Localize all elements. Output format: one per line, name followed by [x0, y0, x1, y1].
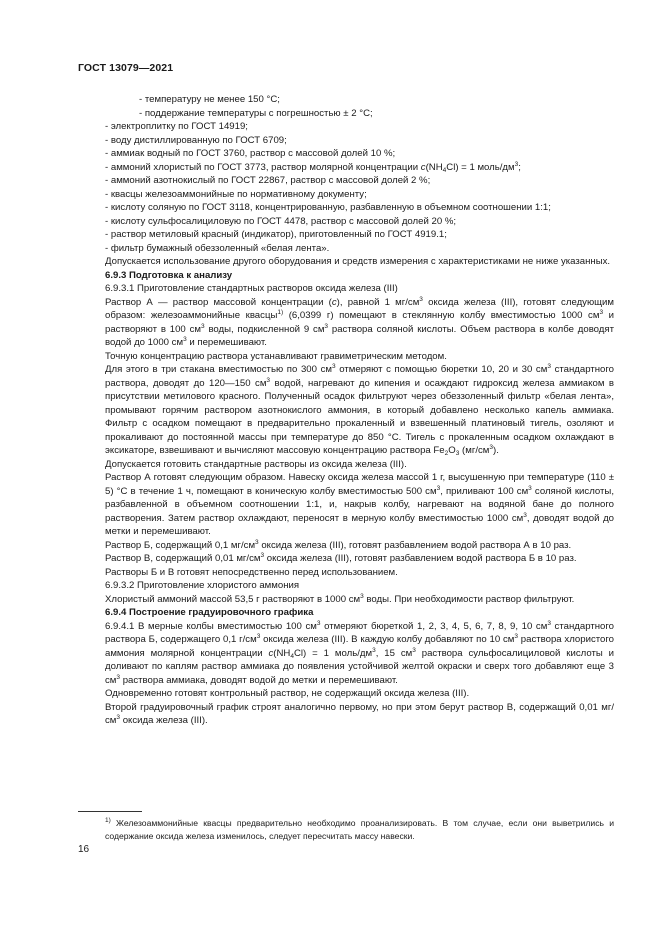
- paragraph: Одновременно готовят контрольный раствор, не содержащий оксида железа (III).: [105, 688, 470, 699]
- list-item: - кислоту сульфосалициловую по ГОСТ 4478, раствор с массовой долей 20 %;: [105, 215, 457, 227]
- list-item: - аммиак водный по ГОСТ 3760, раствор с массовой долей 10 %;: [105, 148, 396, 159]
- paragraph: Растворы Б и В готовят непосредственно перед использованием.: [105, 566, 398, 578]
- list-item: - аммоний азотнокислый по ГОСТ 22867, раствор с массовой долей 2 %;: [105, 175, 431, 186]
- list-item: - температуру не менее 150 °С;: [139, 94, 280, 105]
- list-item: - квасцы железоаммонийные по нормативному документу;: [105, 188, 367, 200]
- paragraph: 6.9.4.1 В мерные колбы вместимостью 100 $см^3$ отмеряют бюреткой 1, 2, 3, 4, 5, 6, 7, 8, 9, 10 $см^3$ стандартного раствора Б, содержащего 0,1 $г/см^3$ оксида железа (III). В каждую колбу добавляют по 10 $см^3$ раствора хлористого аммония молярной концентрации $с(NH_4Cl) = 1$ моль/$дм^3$, 15 $см^3$ раствора сульфосалициловой кислоты и доливают по каплям раствор аммиака до появления устойчивой желтой окраски и сверх того добавляют еще 3 $см^3$ раствора аммиака, доводят водой до метки и перемешивают.: [105, 619, 615, 686]
- document-body: [77, 93, 614, 728]
- list-item: - воду дистиллированную по ГОСТ 6709;: [105, 134, 287, 146]
- subsection-heading: 6.9.3.2 Приготовление хлористого аммония: [105, 580, 300, 591]
- footnote: [77, 817, 614, 842]
- subsection-heading: 6.9.3.1 Приготовление стандартных растворов оксида железа (III): [105, 283, 398, 294]
- document-header: ГОСТ 13079—2021: [78, 62, 174, 74]
- page-number: 16: [78, 844, 90, 855]
- paragraph: Для этого в три стакана вместимостью по 300 $см^3$ отмеряют с помощью бюретки 10, 20 и 30 $см^3$ стандартного раствора, доводят до 120—150 $см^3$ водой, нагревают до кипения и осаждают гидроксид железа аммиаком в присутствии метилового красного. Полученный осадок фильтруют через обеззоленный фильтр «белая лента», промывают горячим раствором азотнокислого аммония, в который добавлено несколько капель аммиака. Фильтр с осадком помещают в предварительно прокаленный и взвешенный платиновый тигель, озоляют и прокаливают до постоянной массы при температуре до 850 °С. Тигель с прокаленным осадком охлаждают в эксикаторе, взвешивают и вычисляют массовую концентрацию раствора $Fe_2O_3$ $(мг/см^3)$.: [105, 363, 615, 457]
- footnote-mark: 1): [105, 817, 111, 824]
- footnote-text: Железоаммонийные квасцы предварительно необходимо проанализировать. В том случае, если они выветрились и содержание оксида железа изменилось, следует пересчитать массу навески.: [105, 818, 614, 841]
- list-item: - электроплитку по ГОСТ 14919;: [105, 121, 248, 132]
- footnote-ref: 1): [277, 309, 284, 316]
- paragraph: Хлористый аммоний массой 53,5 г растворяют в 1000 $см^3$ воды. При необходимости раствор фильтруют.: [105, 592, 575, 605]
- list-item: - раствор метиловый красный (индикатор), приготовленный по ГОСТ 4919.1;: [105, 229, 447, 240]
- footnote-divider: [78, 811, 142, 812]
- paragraph: Точную концентрацию раствора устанавливают гравиметрическим методом.: [105, 350, 447, 362]
- section-heading: 6.9.4 Построение градуировочного графика: [105, 607, 314, 618]
- list-item: - аммоний хлористый по ГОСТ 3773, раствор молярной концентрации $с(NH_4Cl) = 1$ моль/$дм^3$;: [105, 160, 521, 174]
- list-item: - фильтр бумажный обеззоленный «белая лента».: [105, 242, 330, 254]
- paragraph: Раствор Б, содержащий 0,1 $мг/см^3$ оксида железа (III), готовят разбавлением водой раствора А в 10 раз.: [105, 538, 572, 551]
- paragraph: Допускается готовить стандартные растворы из оксида железа (III).: [105, 458, 407, 470]
- section-heading: 6.9.3 Подготовка к анализу: [105, 269, 233, 281]
- list-item: - поддержание температуры с погрешностью ± 2 °С;: [139, 107, 373, 119]
- list-item: - кислоту соляную по ГОСТ 3118, концентрированную, разбавленную в объемном соотношении 1:1;: [105, 202, 551, 213]
- paragraph: Раствор В, содержащий 0,01 $мг/см^3$ оксида железа (III), готовят разбавлением водой раствора Б в 10 раз.: [105, 552, 577, 564]
- paragraph: Раствор А — раствор массовой концентрации (с), равной 1 $мг/см^3$ оксида железа (III), готовят следующим образом: железоаммонийные квасцы$^{1)}$ (6,0399 г) помещают в стеклянную колбу вместимостью 1000 $см^3$ и растворяют в 100 $см^3$ воды, подкисленной 9 $см^3$ раствора соляной кислоты. Объем раствора в колбе доводят водой до 1000 $см^3$ и перемешивают.: [105, 295, 615, 348]
- paragraph: Второй градуировочный график строят аналогично первому, но при этом берут раствор В, содержащий 0,01 $мг/см^3$ оксида железа (III).: [105, 701, 614, 726]
- paragraph: Раствор А готовят следующим образом. Навеску оксида железа массой 1 г, высушенную при температуре (110 ± 5) °С в течение 1 ч, помещают в коническую колбу вместимостью 500 $см^3$, приливают 100 $см^3$ соляной кислоты, разбавленной в объемном соотношении 1:1, и, накрыв колбу, нагревают на водяной бане до полного растворения. Затем раствор охлаждают, переносят в мерную колбу вместимостью 1000 $см^3$, доводят водой до метки и перемешивают.: [105, 472, 614, 537]
- paragraph: Допускается использование другого оборудования и средств измерения с характеристиками не ниже указанных.: [105, 256, 611, 267]
